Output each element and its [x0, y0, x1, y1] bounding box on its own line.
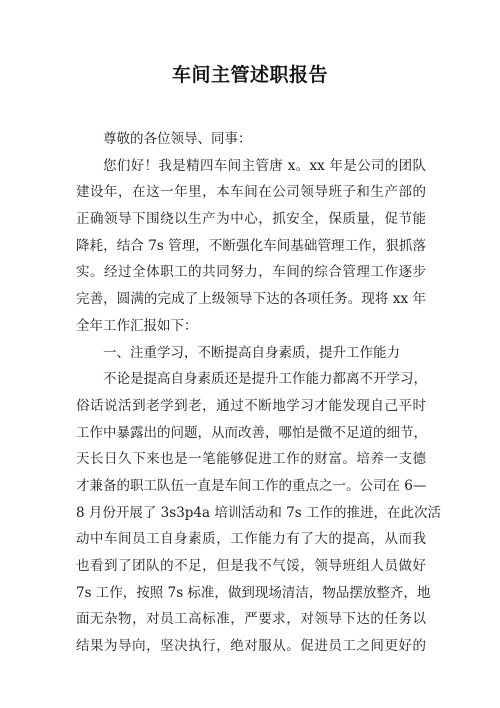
document-title: 车间主管述职报告	[171, 64, 328, 86]
body-text-line: 结果为导向，坚决执行，绝对服从。促进员工之间更好的	[76, 638, 426, 655]
body-text-line: 您们好！我是精四车间主管唐 x。xx 年是公司的团队	[103, 157, 426, 174]
body-text-line: 俗话说活到老学到老，通过不断地学习才能发现自己平时	[76, 397, 426, 414]
body-text-line: 7s 工作，按照 7s 标准，做到现场清洁，物品摆放整齐，地	[76, 584, 431, 601]
body-text-line: 不论是提高自身素质还是提升工作能力都离不开学习，	[103, 371, 427, 388]
body-text-line: 正确领导下围绕以生产为中心，抓安全，保质量，促节能	[76, 211, 426, 228]
body-text-line: 才兼备的职工队伍一直是车间工作的重点之一。公司在 6—	[76, 477, 427, 494]
body-text-line: 降耗，结合 7s 管理，不断强化车间基础管理工作，狠抓落	[76, 237, 426, 254]
body-text-line: 动中车间员工自身素质，工作能力有了大的提高，从而我	[76, 531, 426, 548]
body-text-line: 全年工作汇报如下：	[76, 317, 198, 334]
body-text-line: 实。经过全体职工的共同努力，车间的综合管理工作逐步	[76, 264, 426, 281]
body-text-line: 尊敬的各位领导、同事：	[103, 131, 252, 147]
body-text-line: 天长日久下来也是一笔能够促进工作的财富。培养一支德	[76, 451, 426, 468]
body-text-line: 完善，圆满的完成了上级领导下达的各项任务。现将 xx 年	[76, 291, 426, 308]
body-text-line: 建设年，在这一年里，本车间在公司领导班子和生产部的	[76, 184, 426, 201]
document-body	[76, 126, 441, 660]
body-text-line: 也看到了团队的不足，但是我不气馁，领导班组人员做好	[76, 558, 426, 574]
body-text-line: 一、注重学习，不断提高自身素质，提升工作能力	[103, 344, 400, 361]
body-text-line: 工作中暴露出的问题，从而改善，哪怕是微不足道的细节，	[76, 424, 427, 441]
body-text-line: 8 月份开展了 3s3p4a 培训活动和 7s 工作的推进，在此次活	[76, 504, 441, 521]
body-text-line: 面无杂物，对员工高标准，严要求，对领导下达的任务以	[76, 611, 426, 628]
